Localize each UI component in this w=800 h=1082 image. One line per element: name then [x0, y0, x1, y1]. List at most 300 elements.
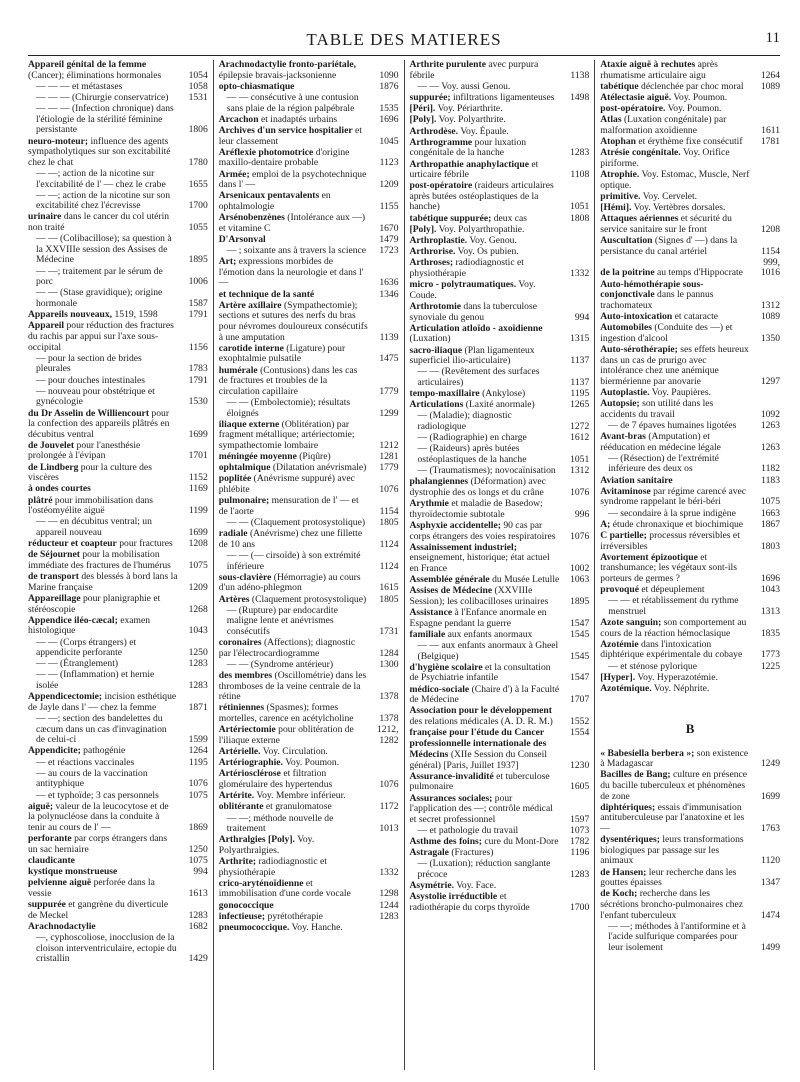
entry-description: — —; section des bandelettes du cæcum dans un cas d'invagination de celui-ci: [36, 713, 167, 746]
index-entry: [28, 267, 208, 288]
entry-page-ref: 994: [193, 866, 208, 878]
entry-description: dans le pannus trachomateux: [600, 289, 714, 311]
entry-page-ref: 1867: [760, 518, 780, 530]
index-entry: [219, 857, 399, 878]
entry-page-ref: 1613: [188, 887, 208, 899]
index-entry: [410, 280, 590, 301]
entry-text: [219, 660, 369, 671]
entry-description: et cataracte: [674, 310, 719, 322]
entry-headword: Autoplastie.: [600, 386, 650, 398]
entry-text: [600, 585, 750, 596]
index-entry: [219, 725, 399, 746]
index-entry: [410, 499, 590, 520]
entry-page-ref: 1545: [570, 628, 590, 640]
entry-text: [410, 214, 560, 225]
entry-text: [219, 606, 369, 638]
index-entry: [219, 703, 399, 724]
entry-page-ref: 1230: [570, 759, 590, 771]
index-entry: [600, 509, 780, 520]
entry-page-ref: 1700: [570, 902, 590, 914]
entry-page-ref: 1120: [761, 855, 780, 867]
entry-page-ref: 1378: [379, 713, 399, 725]
entry-text: [410, 521, 560, 542]
entry-description: — —; action de la nicotine sur son excitabilité chez l'écrevisse: [36, 189, 171, 212]
entry-text: [28, 387, 178, 408]
entry-description: (Piqûre): [299, 451, 331, 463]
entry-page-ref: 1075: [188, 559, 208, 571]
entry-text: [600, 60, 750, 81]
index-entry: [219, 191, 399, 212]
entry-text: [600, 432, 750, 453]
entry-headword: Aréflexie photomotrice: [218, 146, 314, 158]
entry-headword: Arthrotomie: [409, 300, 462, 312]
index-column-3: [404, 60, 595, 1070]
entry-description: — secondaire à la sprue indigène: [608, 507, 736, 519]
entry-text: [219, 747, 369, 758]
entry-text: [600, 596, 750, 617]
entry-headword: Assises de Médecine: [409, 585, 493, 597]
entry-text: [410, 82, 560, 93]
entry-description: (Plan ligamenteux superficiel ilio-articulaire): [409, 344, 535, 367]
entry-headword: oblitérante: [218, 801, 264, 813]
entry-headword: réducteur et coapteur: [28, 538, 117, 550]
index-entry: [219, 595, 399, 606]
entry-description: essais d'immunisation antituberculeuse par l'anatoxine et les —: [600, 801, 745, 834]
entry-description: deux cas: [493, 212, 528, 224]
entry-text: [600, 770, 750, 802]
entry-description: des relations médicales (A. D. R. M.): [409, 716, 553, 727]
index-entry: [410, 411, 590, 432]
entry-text: [219, 60, 369, 81]
entry-description: à l'Enfance anormale en Espagne pendant la guerre: [409, 607, 547, 629]
index-entry: [219, 170, 399, 191]
index-entry: [600, 673, 780, 684]
index-entry: [28, 234, 208, 266]
index-entry: [219, 606, 399, 638]
entry-headword: Asymétrie.: [409, 880, 454, 892]
entry-page-ref: 1554: [570, 727, 590, 739]
entry-description: — —; action de la nicotine sur l'excitabilité de l' — chez le crabe: [36, 167, 166, 190]
entry-text: [28, 900, 178, 921]
entry-description: — (Maladie); diagnostic radiologique: [417, 410, 512, 433]
entry-page-ref: 1531: [188, 91, 208, 103]
entry-text: [219, 257, 369, 289]
index-entry: [219, 82, 399, 93]
entry-text: [219, 791, 369, 802]
entry-description: — — en décubitus ventral; un appareil nouveau: [36, 516, 152, 538]
index-entry: [28, 441, 208, 462]
entry-description: radiodiagnostic et physiothérapie: [218, 856, 327, 878]
entry-page-ref: 1611: [761, 124, 780, 136]
entry-page-ref: 1075: [188, 789, 208, 801]
entry-page-ref: 1871: [188, 701, 208, 713]
entry-text: [219, 235, 369, 246]
entry-description: et immobilisation d'une corde vocale: [218, 877, 351, 900]
entry-text: [600, 388, 750, 399]
entry-headword: Atlas: [600, 114, 622, 126]
entry-page-ref: 1156: [188, 341, 208, 353]
entry-text: [28, 354, 178, 375]
entry-text: [600, 662, 750, 673]
entry-description: (Fractures): [451, 847, 494, 859]
entry-headword: Appareillage: [28, 592, 81, 604]
index-entry: [28, 659, 208, 670]
entry-description: et transhumance; les végétaux sont-ils porteurs de germes ?: [600, 551, 737, 584]
entry-page-ref: 1063: [570, 574, 590, 586]
index-entry: [600, 868, 780, 889]
index-entry: [28, 376, 208, 387]
entry-page-ref: 1701: [188, 450, 208, 462]
entry-headword: Artères: [218, 593, 250, 605]
entry-page-ref: 1013: [379, 823, 399, 835]
index-entry: [28, 714, 208, 746]
entry-text: [219, 518, 369, 529]
entry-description: ses effets heureux dans un cas de prurigo avec intolérance chez une anémique biermérienne par anovarie: [600, 343, 749, 387]
entry-page-ref: 1474: [760, 909, 780, 921]
entry-description: d'origine maxillo-dentaire probable: [218, 146, 350, 169]
entry-page-ref: 1535: [379, 102, 399, 114]
entry-page-ref: 1076: [379, 778, 399, 790]
entry-text: [600, 673, 750, 684]
entry-text: [600, 487, 750, 508]
entry-page-ref: 1284: [379, 647, 399, 659]
index-entry: [28, 409, 208, 441]
entry-text: [600, 345, 750, 387]
index-entry: [410, 93, 590, 104]
entry-description: (Chaire d') à la Faculté de Médecine: [409, 683, 560, 706]
entry-description: et gangrène du diverticule de Meckel: [28, 899, 169, 921]
entry-text: [410, 892, 560, 913]
entry-description: (raideurs articulaires après butées ostéoplastiques de la hanche): [409, 180, 554, 213]
entry-text: [28, 104, 178, 136]
entry-page-ref: 1707: [570, 694, 590, 706]
index-entry: [410, 181, 590, 213]
index-entry: [410, 433, 590, 444]
index-entry: [28, 354, 208, 375]
entry-description: du Musée Letulle: [492, 574, 560, 586]
entry-headword: de Lindberg: [28, 461, 79, 473]
entry-description: — au cours de la vaccination antityphique: [36, 767, 148, 790]
entry-headword: [Hémi].: [600, 202, 632, 214]
entry-page-ref: 1169: [188, 483, 208, 495]
entry-description: son existence à Madagascar: [600, 747, 749, 770]
entry-headword: Armée;: [218, 168, 250, 180]
index-entry: [600, 454, 780, 475]
index-entry: [410, 236, 590, 247]
entry-description: — — — (Infection chronique) dans l'étiologie de la stérilité féminine persistante: [36, 103, 174, 136]
entry-page-ref: 1479: [379, 233, 399, 245]
entry-text: [410, 859, 560, 880]
entry-description: — — (Syndrome antérieur): [226, 658, 334, 670]
entry-headword: Bacilles de Bang;: [600, 769, 671, 781]
entry-headword: pneumococcique.: [218, 922, 290, 934]
entry-headword: Archives d'un service hospitalier: [218, 124, 353, 136]
entry-description: Voy. Cervelet.: [642, 190, 698, 202]
entry-page-ref: 1876: [379, 80, 399, 92]
entry-headword: radiale: [218, 528, 248, 540]
entry-description: et granulomatose: [265, 801, 332, 813]
index-entry: [600, 93, 780, 104]
entry-description: — et pathologie du travail: [417, 824, 519, 836]
entry-headword: française pour l'étude du Cancer: [409, 727, 545, 739]
entry-text: [219, 835, 369, 856]
entry-page-ref: 1283: [570, 869, 590, 881]
entry-description: emploi de la psychotechnique dans l' —: [218, 168, 367, 191]
entry-headword: de Hansen;: [600, 866, 647, 878]
index-entry: [600, 399, 780, 420]
entry-text: [600, 268, 750, 279]
entry-headword: Assistance: [409, 607, 453, 619]
index-entry: [219, 518, 399, 529]
entry-text: [600, 476, 750, 487]
index-entry: [600, 432, 780, 453]
section-letter: B: [685, 720, 695, 736]
index-entry: [410, 521, 590, 542]
entry-text: [28, 321, 178, 353]
entry-page-ref: 1002: [570, 562, 590, 574]
entry-text: [410, 794, 560, 826]
index-entry: [600, 170, 780, 191]
entry-headword: de Jouvelet: [28, 439, 75, 451]
entry-description: et dépeuplement: [641, 584, 705, 596]
entry-description: pour fractures: [119, 538, 173, 550]
entry-headword: claudicante: [28, 854, 75, 866]
entry-description: — et réactions vaccinales: [36, 756, 135, 768]
index-entry: [28, 933, 208, 965]
index-entry: [410, 772, 590, 793]
entry-page-ref: 1731: [379, 625, 399, 637]
entry-description: — — (Colibacillose); sa question à la XXVIIIe session des Assises de Médecine: [36, 233, 172, 266]
entry-description: — et sténose pylorique: [608, 660, 697, 672]
entry-headword: Azotémie: [600, 638, 639, 650]
entry-text: [28, 463, 178, 484]
entry-description: — — (Embolectomie); résultats éloignés: [226, 396, 351, 419]
index-entry: [410, 826, 590, 837]
entry-description: examen histologique: [28, 614, 151, 637]
entry-description: Voy. Circulation.: [262, 746, 328, 757]
entry-page-ref: 1264: [188, 745, 208, 757]
entry-headword: Asthme des foins;: [409, 836, 482, 848]
entry-text: [600, 399, 750, 420]
index-entry: [219, 235, 399, 246]
entry-text: [410, 663, 560, 684]
entry-text: [28, 484, 178, 495]
entry-text: [600, 454, 750, 475]
index-entry: [28, 550, 208, 571]
entry-headword: Arthralgies [Poly].: [218, 834, 295, 846]
index-entry: [410, 794, 590, 826]
entry-page-ref: 1283: [188, 909, 208, 921]
entry-headword: Avortement épizootique: [600, 551, 698, 563]
entry-text: [219, 879, 369, 900]
entry-headword: Arcachon: [218, 113, 259, 125]
entry-text: [28, 191, 178, 212]
entry-description: — —; méthodes à l'antiformine et à l'acide sulfurique comparées pour leur isolement: [608, 920, 746, 953]
entry-description: — — et rétablissement du rythme menstruel: [608, 595, 739, 617]
entry-headword: Artérite.: [218, 790, 255, 802]
entry-page-ref: 1605: [570, 781, 590, 793]
entry-text: [410, 608, 560, 629]
entry-description: et érythème fixe consécutif: [638, 136, 743, 148]
entry-text: [219, 366, 369, 398]
entry-page-ref: 1805: [379, 593, 399, 605]
index-entry: [219, 126, 399, 147]
entry-text: [28, 517, 178, 538]
index-entry: [600, 345, 780, 387]
entry-description: leurs transformations biologiques par passage sur les animaux: [600, 834, 744, 867]
index-entry: [410, 859, 590, 880]
entry-description: perforée dans la vessie: [28, 877, 155, 899]
entry-headword: aiguë;: [28, 800, 54, 812]
entry-page-ref: 1699: [188, 428, 208, 440]
entry-page-ref: 1791: [188, 374, 208, 386]
entry-text: [219, 463, 369, 474]
entry-description: — — (Stase gravidique); origine hormonale: [36, 287, 163, 309]
entry-page-ref: 1347: [760, 877, 780, 889]
entry-description: et la consultation de Psychiatrie infantile: [409, 661, 551, 684]
index-entry: [28, 60, 208, 81]
entry-page-ref: 1499: [760, 941, 780, 953]
index-entry: [219, 257, 399, 289]
entry-text: [600, 922, 750, 954]
entry-headword: humérale: [218, 364, 258, 376]
entry-description: (Claquement protosystolique): [251, 593, 367, 605]
entry-headword: Arthrite;: [218, 856, 257, 868]
entry-headword: Autopsie;: [600, 398, 640, 410]
entry-text: [410, 160, 560, 181]
entry-description: Voy. Paupières.: [651, 386, 711, 398]
entry-description: et leur classement: [218, 124, 362, 147]
entry-page-ref: 1154: [761, 245, 780, 257]
entry-description: déclenchée par choc moral: [641, 80, 744, 92]
entry-text: [600, 93, 750, 104]
entry-page-ref: 1075: [760, 496, 780, 508]
index-entry: [219, 474, 399, 495]
entry-page-ref: 1076: [570, 530, 590, 542]
entry-headword: poplitée: [218, 473, 252, 485]
entry-page-ref: 1155: [379, 200, 399, 212]
entry-page-ref: 1723: [379, 245, 399, 257]
entry-page-ref: 1332: [379, 866, 399, 878]
entry-text: [600, 749, 750, 770]
entry-text: [410, 728, 560, 739]
index-entry: [410, 367, 590, 388]
entry-page-ref: 1139: [379, 331, 399, 343]
entry-page-ref: 1312: [570, 465, 590, 477]
index-entry: [219, 835, 399, 856]
entry-headword: Art;: [218, 256, 237, 268]
entry-text: [410, 127, 560, 138]
entry-text: [410, 641, 560, 662]
entry-headword: coronaires: [218, 637, 262, 649]
entry-text: [219, 290, 369, 301]
index-entry: [219, 529, 399, 550]
index-entry: [410, 115, 590, 126]
index-entry: [219, 60, 399, 81]
entry-description: Voy. Face.: [456, 880, 497, 892]
entry-page-ref: 1244: [379, 899, 399, 911]
index-entry: [28, 572, 208, 593]
entry-page-ref: 1265: [570, 399, 590, 411]
entry-description: — (Raideurs) après butées ostéoplastiques de la hanche: [417, 443, 527, 466]
entry-description: incision esthétique de Jayle dans l' — chez la femme: [28, 691, 177, 713]
entry-page-ref: 1283: [188, 680, 208, 692]
entry-page-ref: 1108: [570, 169, 590, 181]
entry-description: Voy. Poumon.: [285, 757, 340, 769]
entry-description: étude chronaxique et biochimique: [612, 518, 744, 530]
entry-description: infiltrations ligamenteuses: [452, 91, 555, 103]
entry-page-ref: 1783: [188, 363, 208, 375]
index-entry: [410, 138, 590, 159]
entry-headword: dysentériques;: [600, 834, 660, 846]
index-entry: [600, 889, 780, 921]
running-title: TABLE DES MATIERES: [306, 30, 502, 49]
index-entry: [28, 82, 208, 93]
entry-description: expressions morbides de l'émotion dans la neurologie et dans l' —: [218, 256, 364, 289]
entry-description: son comportement au cours de la réaction hémoclasique: [600, 617, 747, 639]
entry-text: [28, 60, 178, 81]
entry-text: [28, 802, 178, 834]
entry-text: [410, 104, 560, 115]
entry-description: — (Radiographie) en charge: [417, 432, 527, 444]
entry-text: [600, 868, 750, 889]
entry-headword: [Hyper].: [600, 671, 636, 683]
index-entry: [28, 539, 208, 550]
entry-headword: micro - polytraumatiques.: [409, 279, 517, 291]
index-entry: [28, 769, 208, 790]
entry-description: (Signes d' —) dans la persistance du canal artériel: [600, 235, 738, 257]
entry-headword: [Péri].: [409, 103, 436, 115]
entry-text: [410, 389, 560, 400]
index-entry: [28, 900, 208, 921]
entry-text: [28, 758, 178, 769]
entry-headword: Arachnodactylie: [28, 920, 96, 932]
entry-description: Voy. Estomac, Muscle, Nerf optique.: [600, 169, 750, 191]
entry-page-ref: 1763: [760, 822, 780, 834]
entry-text: [410, 826, 560, 837]
page-header: [28, 30, 780, 52]
index-entry: [28, 137, 208, 169]
entry-headword: post-opératoire.: [600, 103, 666, 115]
index-entry: [28, 856, 208, 867]
entry-text: [600, 323, 750, 344]
entry-page-ref: 1152: [188, 472, 208, 484]
entry-page-ref: 1682: [188, 920, 208, 932]
entry-text: [410, 367, 560, 388]
entry-description: après rhumatisme articulaire aigu: [600, 60, 718, 81]
entry-description: — — — (Chirurgie conservatrice): [36, 91, 169, 103]
entry-page-ref: 1208: [188, 538, 208, 550]
entry-description: (Déformation) avec dystrophie des os longs et du crâne: [409, 476, 546, 498]
entry-description: dans l'intoxication diphtérique expérimentale du cobaye: [600, 638, 743, 661]
entry-page-ref: 1835: [760, 627, 780, 639]
entry-description: au temps d'Hippocrate: [657, 267, 743, 279]
entry-description: valeur de la leucocytose et de la polynucléose dans la conduite à tenir au cours de l' —: [28, 800, 169, 833]
entry-page-ref: 1803: [760, 540, 780, 552]
index-entry: [28, 463, 208, 484]
entry-text: [600, 803, 750, 835]
entry-text: [28, 288, 178, 309]
index-entry: [410, 247, 590, 258]
entry-page-ref: 1298: [379, 888, 399, 900]
entry-description: Voy. Néphrite.: [653, 683, 710, 695]
entry-text: [600, 104, 750, 115]
entry-text: [410, 225, 560, 236]
entry-description: dans la tuberculose synoviale du genou: [409, 300, 537, 323]
entry-headword: Appendicectomie;: [28, 691, 103, 703]
entry-description: (Oscillométrie) dans les thromboses de la veine centrale de la rétine: [218, 670, 367, 703]
entry-description: Voy. Épaule.: [460, 125, 509, 137]
